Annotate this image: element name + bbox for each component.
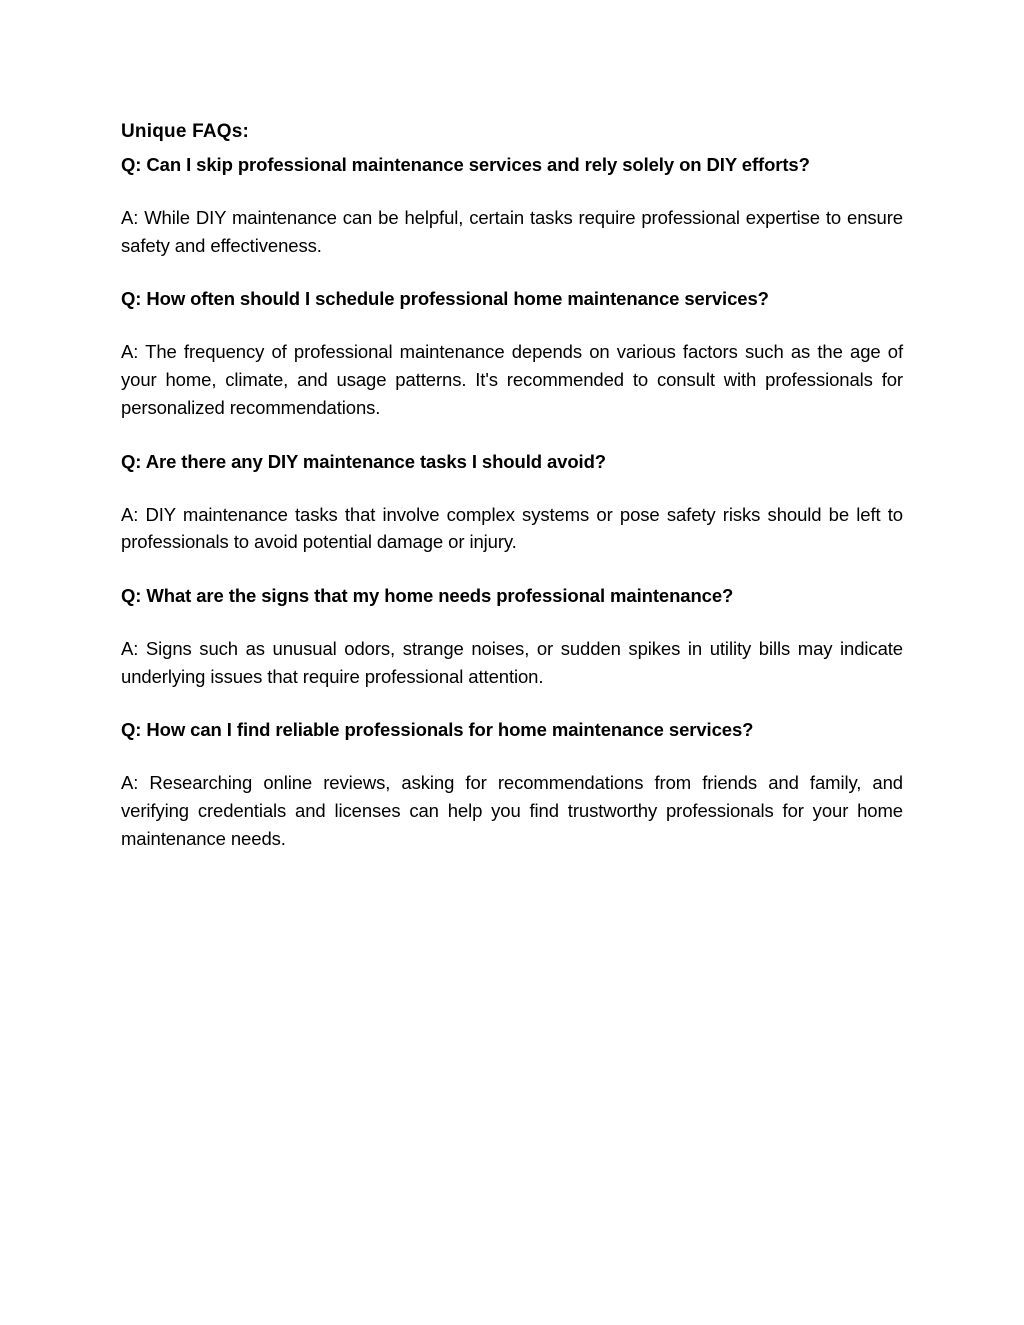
faq-answer: A: Researching online reviews, asking for recommendations from friends and family, and verifying credentials and licenses can help you find trustworthy professionals for your home maintenance needs. — [121, 772, 903, 849]
faq-heading: Unique FAQs: — [121, 121, 250, 142]
faq-item — [121, 151, 903, 259]
faq-question: Q: What are the signs that my home needs professional maintenance? — [121, 584, 734, 606]
faq-answer: A: Signs such as unusual odors, strange noises, or sudden spikes in utility bills may indicate underlying issues that require professional attention. — [121, 637, 903, 687]
document-page — [121, 118, 903, 878]
faq-item — [121, 448, 903, 556]
faq-item — [121, 285, 903, 421]
faq-question: Q: Can I skip professional maintenance services and rely solely on DIY efforts? — [121, 154, 810, 175]
faq-question: Q: How often should I schedule professional home maintenance services? — [121, 288, 769, 310]
faq-answer: A: DIY maintenance tasks that involve complex systems or pose safety risks should be left to professionals to avoid potential damage or injury. — [121, 503, 903, 553]
faq-item — [121, 582, 903, 690]
faq-question: Q: Are there any DIY maintenance tasks I should avoid? — [121, 450, 606, 472]
faq-answer: A: While DIY maintenance can be helpful, certain tasks require professional expertise to ensure safety and effectiveness. — [121, 207, 903, 256]
faq-item — [121, 716, 903, 852]
faq-question: Q: How can I find reliable professionals for home maintenance services? — [121, 719, 754, 741]
faq-answer: A: The frequency of professional maintenance depends on various factors such as the age of your home, climate, and usage patterns. It's recommended to consult with professionals for personalized recommendations. — [121, 341, 903, 418]
